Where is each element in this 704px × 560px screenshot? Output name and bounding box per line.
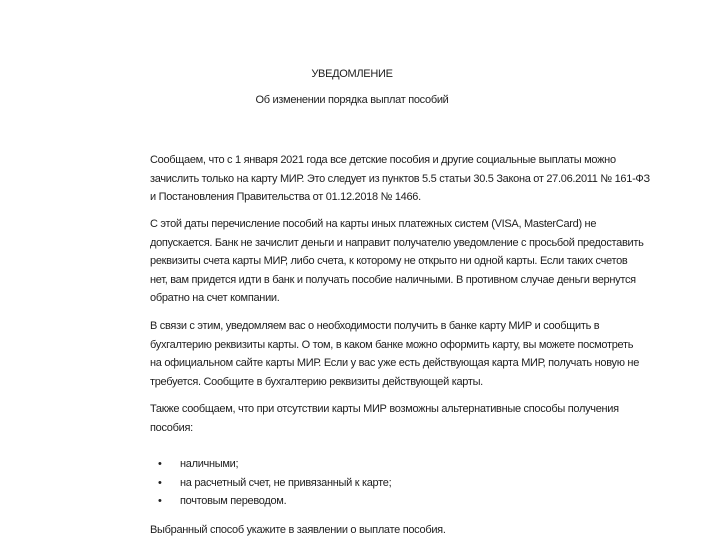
paragraph-3 xyxy=(150,317,680,391)
list-item xyxy=(150,492,680,511)
list-item-text: наличными; xyxy=(180,458,239,470)
paragraph-2 xyxy=(150,215,680,308)
text-line: Сообщаем, что с 1 января 2021 года все детские пособия и другие социальные выплаты можно xyxy=(150,154,616,166)
text-line: реквизиты счета карты МИР, либо счета, к которому не открыто ни одной карты. Если таких счетов xyxy=(150,255,628,267)
list-item-text: почтовым переводом. xyxy=(180,495,287,507)
bullet-icon: • xyxy=(158,476,162,489)
payment-methods-list xyxy=(150,455,680,511)
bullet-icon: • xyxy=(158,495,162,507)
text-line: бухгалтерию реквизиты карты. О том, в каком банке можно оформить карту, вы можете посмотреть xyxy=(150,338,634,351)
text-line: пособия: xyxy=(150,421,193,434)
list-item xyxy=(150,455,680,474)
text-line: нет, вам придется идти в банк и получать пособие наличными. В противном случае деньги вернутся xyxy=(150,273,636,286)
text-line: Также сообщаем, что при отсутствии карты МИР возможны альтернативные способы получения xyxy=(150,403,619,415)
list-item xyxy=(150,474,680,493)
paragraph-4 xyxy=(150,400,680,437)
text-line: С этой даты перечисление пособий на карты иных платежных систем (VISA, MasterCard) не xyxy=(150,218,597,230)
text-line: Выбранный способ укажите в заявлении о выплате пособия. xyxy=(150,524,446,536)
closing-paragraph xyxy=(150,521,680,540)
text-line: требуется. Сообщите в бухгалтерию реквизиты действующей карты. xyxy=(150,375,483,388)
text-line: В связи с этим, уведомляем вас о необходимости получить в банке карту МИР и сообщить в xyxy=(150,320,600,332)
text-line: зачислить только на карту МИР. Это следует из пунктов 5.5 статьи 30.5 Закона от 27.06.2011 № 161-ФЗ xyxy=(150,172,650,185)
text-line: допускается. Банк не зачислит деньги и направит получателю уведомление с просьбой предоставить xyxy=(150,236,644,249)
document-subtitle: Об изменении порядка выплат пособий xyxy=(255,94,449,106)
bullet-icon: • xyxy=(158,458,162,470)
paragraph-1 xyxy=(150,151,680,207)
document-title: УВЕДОМЛЕНИЕ xyxy=(311,68,393,80)
text-line: обратно на счет компании. xyxy=(150,292,280,304)
text-line: на официальном сайте карты МИР. Если у вас уже есть действующая карта МИР, получать новую не xyxy=(150,357,640,369)
text-line: и Постановления Правительства от 01.12.2018 № 1466. xyxy=(150,191,421,203)
list-item-text: на расчетный счет, не привязанный к карте; xyxy=(180,476,392,489)
